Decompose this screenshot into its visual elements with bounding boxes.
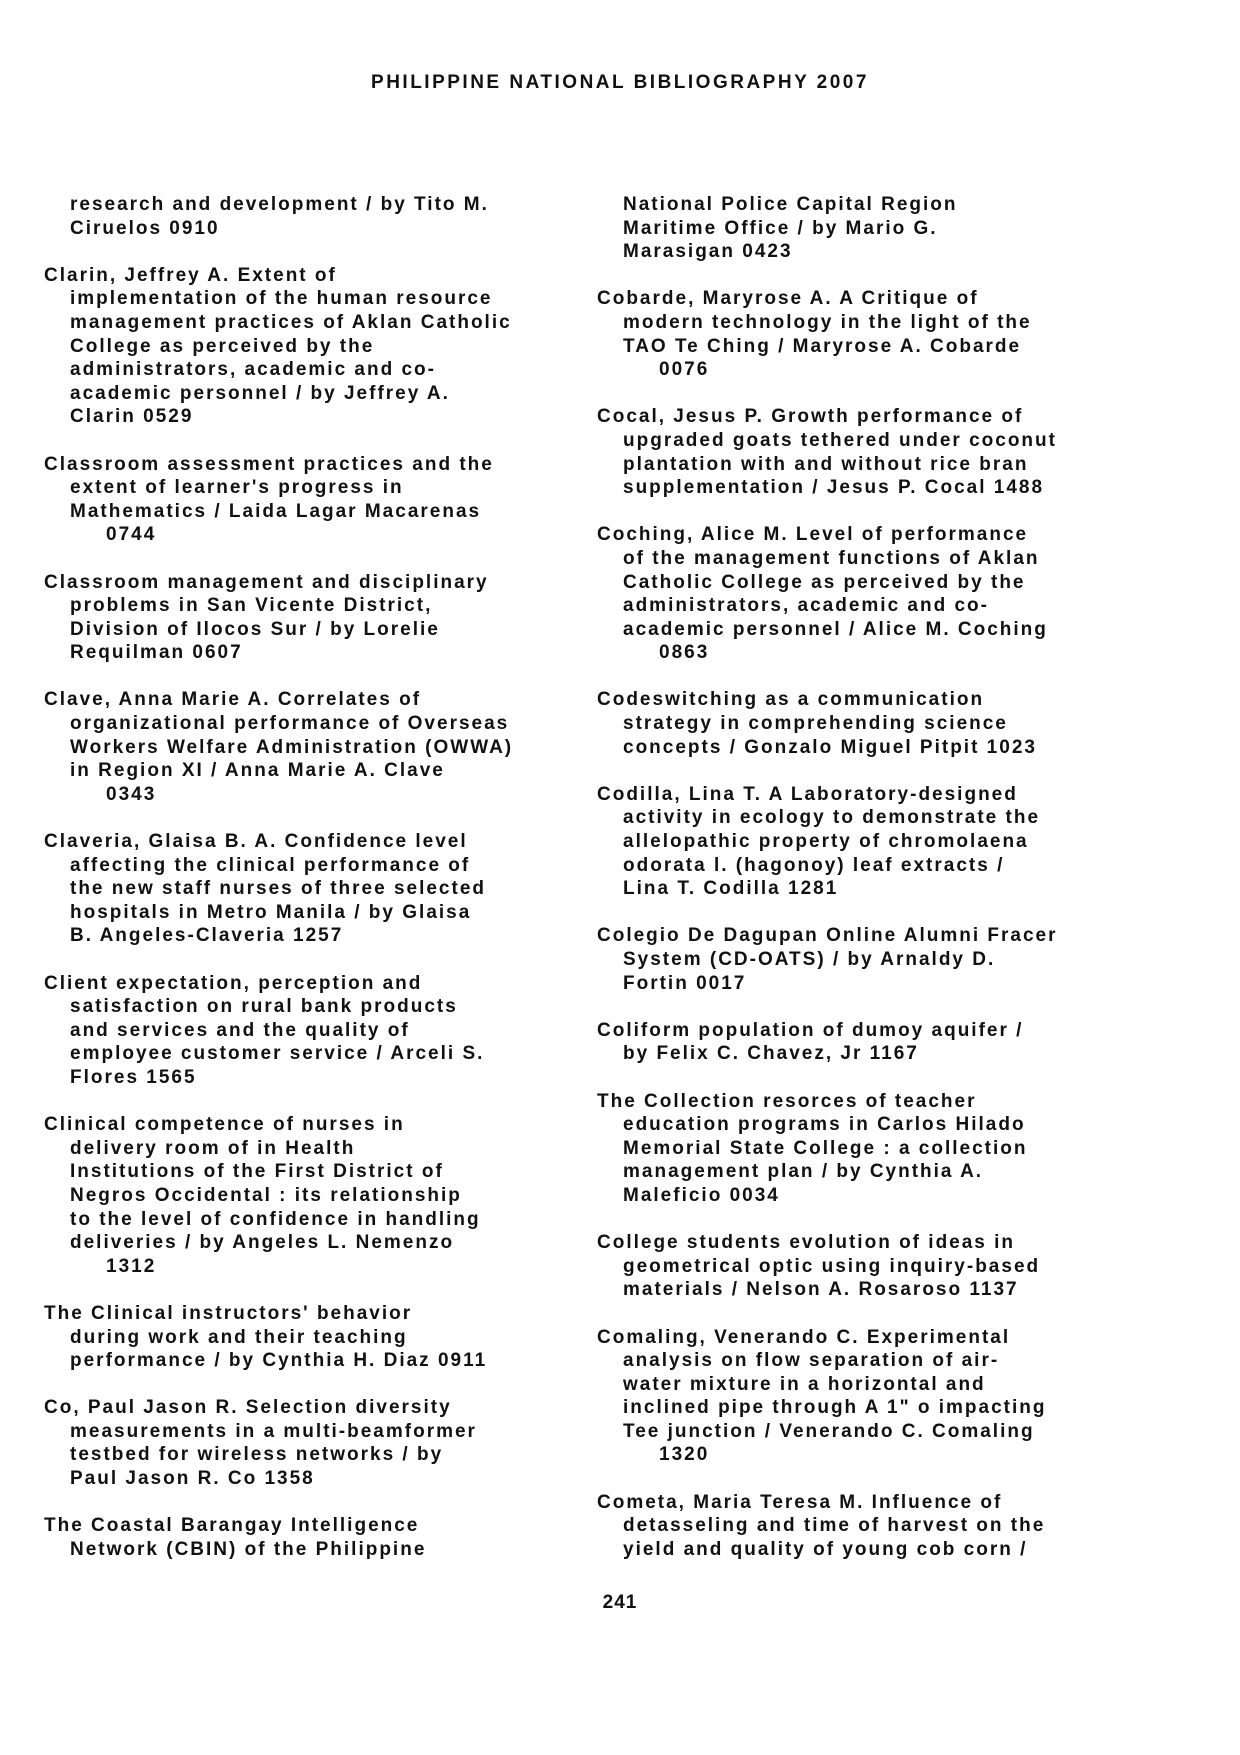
entry-line: performance / by Cynthia H. Diaz 0911 [70, 1350, 488, 1372]
entry-line: The Collection resorces of teacher [597, 1090, 977, 1112]
bibliography-entry [44, 1302, 564, 1373]
entry-line: 1312 [106, 1255, 157, 1277]
entry-line: research and development / by Tito M. [70, 194, 489, 215]
bibliography-entry [597, 193, 1117, 264]
entry-line: activity in ecology to demonstrate the [623, 807, 1041, 829]
entry-line: Division of Ilocos Sur / by Lorelie [70, 618, 440, 640]
entry-line: Co, Paul Jason R. Selection diversity [44, 1397, 452, 1419]
bibliography-entry [597, 924, 1117, 995]
entry-line: 0744 [106, 524, 157, 546]
entry-line: by Felix C. Chavez, Jr 1167 [623, 1043, 919, 1065]
bibliography-entry [44, 1113, 564, 1278]
bibliography-entry [597, 287, 1117, 381]
entry-line: testbed for wireless networks / by [70, 1444, 444, 1466]
bibliography-entry [597, 1090, 1117, 1208]
page-number: 241 [602, 1592, 638, 1613]
entry-line: hospitals in Metro Manila / by Glaisa [70, 901, 472, 923]
entry-line: analysis on flow separation of air- [623, 1350, 1000, 1372]
bibliography-entry [44, 571, 564, 665]
entry-line: Maleficio 0034 [623, 1184, 780, 1206]
entry-line: College as perceived by the [70, 335, 375, 357]
bibliography-entry [597, 1491, 1117, 1562]
entry-line: materials / Nelson A. Rosaroso 1137 [623, 1279, 1019, 1301]
entry-line: education programs in Carlos Hilado [623, 1114, 1026, 1136]
entry-line: Codeswitching as a communication [597, 689, 985, 711]
entry-line: deliveries / by Angeles L. Nemenzo [70, 1232, 455, 1254]
entry-line: Classroom management and disciplinary [44, 571, 489, 593]
bibliography-entry [44, 453, 564, 547]
left-column [44, 193, 564, 1585]
entry-line: and services and the quality of [70, 1019, 410, 1041]
bibliography-entry [44, 1514, 564, 1561]
entry-line: Clave, Anna Marie A. Correlates of [44, 689, 422, 711]
entry-line: in Region XI / Anna Marie A. Clave [70, 760, 445, 782]
bibliography-entry [44, 830, 564, 948]
entry-line: Network (CBIN) of the Philippine [70, 1538, 427, 1560]
bibliography-entry [597, 783, 1117, 901]
entry-line: Codilla, Lina T. A Laboratory-designed [597, 783, 1018, 805]
entry-line: delivery room of in Health [70, 1137, 356, 1159]
entry-line: administrators, academic and co- [623, 595, 989, 617]
entry-line: Cometa, Maria Teresa M. Influence of [597, 1491, 1003, 1513]
entry-line: allelopathic property of chromolaena [623, 831, 1029, 853]
bibliography-entry [44, 688, 564, 806]
entry-line: of the management functions of Aklan [623, 547, 1040, 569]
entry-line: Coching, Alice M. Level of performance [597, 524, 1029, 546]
entry-line: Claveria, Glaisa B. A. Confidence level [44, 831, 468, 853]
entry-line: Client expectation, perception and [44, 972, 423, 994]
entry-line: National Police Capital Region [623, 194, 958, 215]
entry-line: System (CD-OATS) / by Arnaldy D. [623, 949, 996, 970]
entry-line: affecting the clinical performance of [70, 854, 471, 876]
entry-line: 0343 [106, 783, 157, 805]
entry-line: detasseling and time of harvest on the [623, 1515, 1046, 1537]
entry-line: 0863 [659, 642, 710, 664]
entry-line: Paul Jason R. Co 1358 [70, 1468, 315, 1490]
entry-line: supplementation / Jesus P. Cocal 1488 [623, 477, 1045, 499]
entry-line: Clinical competence of nurses in [44, 1114, 405, 1136]
entry-line: modern technology in the light of the [623, 311, 1032, 333]
entry-line: College students evolution of ideas in [597, 1232, 1016, 1254]
bibliography-entry [44, 264, 564, 429]
entry-line: academic personnel / by Jeffrey A. [70, 382, 450, 404]
entry-line: organizational performance of Overseas [70, 713, 510, 735]
entry-line: The Clinical instructors' behavior [44, 1302, 413, 1324]
entry-line: Coliform population of dumoy aquifer / [597, 1019, 1024, 1041]
entry-line: to the level of confidence in handling [70, 1208, 481, 1230]
entry-line: measurements in a multi-beamformer [70, 1420, 477, 1442]
entry-line: Fortin 0017 [623, 972, 747, 994]
entry-line: B. Angeles-Claveria 1257 [70, 925, 344, 947]
entry-line: 0076 [659, 359, 710, 381]
entry-line: Clarin, Jeffrey A. Extent of [44, 264, 337, 286]
entry-line: Memorial State College : a collection [623, 1137, 1028, 1159]
entry-line: management plan / by Cynthia A. [623, 1161, 984, 1183]
entry-line: the new staff nurses of three selected [70, 878, 486, 900]
entry-line: extent of learner's progress in [70, 477, 404, 499]
entry-line: academic personnel / Alice M. Coching [623, 618, 1048, 640]
entry-line: Lina T. Codilla 1281 [623, 878, 839, 900]
entry-line: Catholic College as perceived by the [623, 571, 1026, 593]
entry-line: Tee junction / Venerando C. Comaling [623, 1420, 1035, 1442]
bibliography-entry [44, 972, 564, 1090]
bibliography-entry [597, 1231, 1117, 1302]
entry-line: Negros Occidental : its relationship [70, 1184, 462, 1206]
bibliography-entry [597, 405, 1117, 499]
entry-line: strategy in comprehending science [623, 713, 1008, 735]
entry-line: The Coastal Barangay Intelligence [44, 1515, 420, 1537]
entry-line: inclined pipe through A 1" o impacting [623, 1397, 1047, 1419]
entry-line: Ciruelos 0910 [70, 217, 220, 239]
entry-line: Marasigan 0423 [623, 241, 793, 263]
entry-line: Clarin 0529 [70, 406, 194, 428]
entry-line: concepts / Gonzalo Miguel Pitpit 1023 [623, 736, 1037, 758]
entry-line: Institutions of the First District of [70, 1161, 444, 1183]
entry-line: Cocal, Jesus P. Growth performance of [597, 406, 1024, 428]
entry-line: Flores 1565 [70, 1066, 197, 1088]
entry-line: satisfaction on rural bank products [70, 996, 458, 1018]
bibliography-entry [597, 688, 1117, 759]
entry-line: Workers Welfare Administration (OWWA) [70, 736, 514, 758]
page-header: PHILIPPINE NATIONAL BIBLIOGRAPHY 2007 [371, 72, 869, 93]
entry-line: TAO Te Ching / Maryrose A. Cobarde [623, 335, 1022, 357]
entry-line: Requilman 0607 [70, 642, 243, 664]
entry-line: during work and their teaching [70, 1326, 408, 1348]
right-column [597, 193, 1117, 1585]
entry-line: yield and quality of young cob corn / [623, 1538, 1028, 1560]
entry-line: Mathematics / Laida Lagar Macarenas [70, 500, 482, 522]
entry-line: geometrical optic using inquiry-based [623, 1255, 1041, 1277]
bibliography-entry [597, 523, 1117, 665]
entry-line: Comaling, Venerando C. Experimental [597, 1326, 1011, 1348]
entry-line: administrators, academic and co- [70, 359, 436, 381]
entry-line: problems in San Vicente District, [70, 595, 433, 617]
entry-line: odorata l. (hagonoy) leaf extracts / [623, 854, 1005, 876]
entry-line: Classroom assessment practices and the [44, 453, 494, 475]
bibliography-entry [44, 193, 564, 240]
bibliography-entry [44, 1396, 564, 1490]
entry-line: management practices of Aklan Catholic [70, 311, 512, 333]
bibliography-entry [597, 1326, 1117, 1468]
entry-line: Colegio De Dagupan Online Alumni Fracer [597, 925, 1058, 947]
entry-line: Maritime Office / by Mario G. [623, 217, 938, 239]
bibliography-entry [597, 1019, 1117, 1066]
entry-line: Cobarde, Maryrose A. A Critique of [597, 288, 979, 310]
entry-line: water mixture in a horizontal and [623, 1373, 986, 1395]
entry-line: upgraded goats tethered under coconut [623, 429, 1057, 451]
entry-line: plantation with and without rice bran [623, 453, 1029, 475]
entry-line: employee customer service / Arceli S. [70, 1043, 485, 1065]
entry-line: implementation of the human resource [70, 288, 493, 310]
entry-line: 1320 [659, 1444, 710, 1466]
